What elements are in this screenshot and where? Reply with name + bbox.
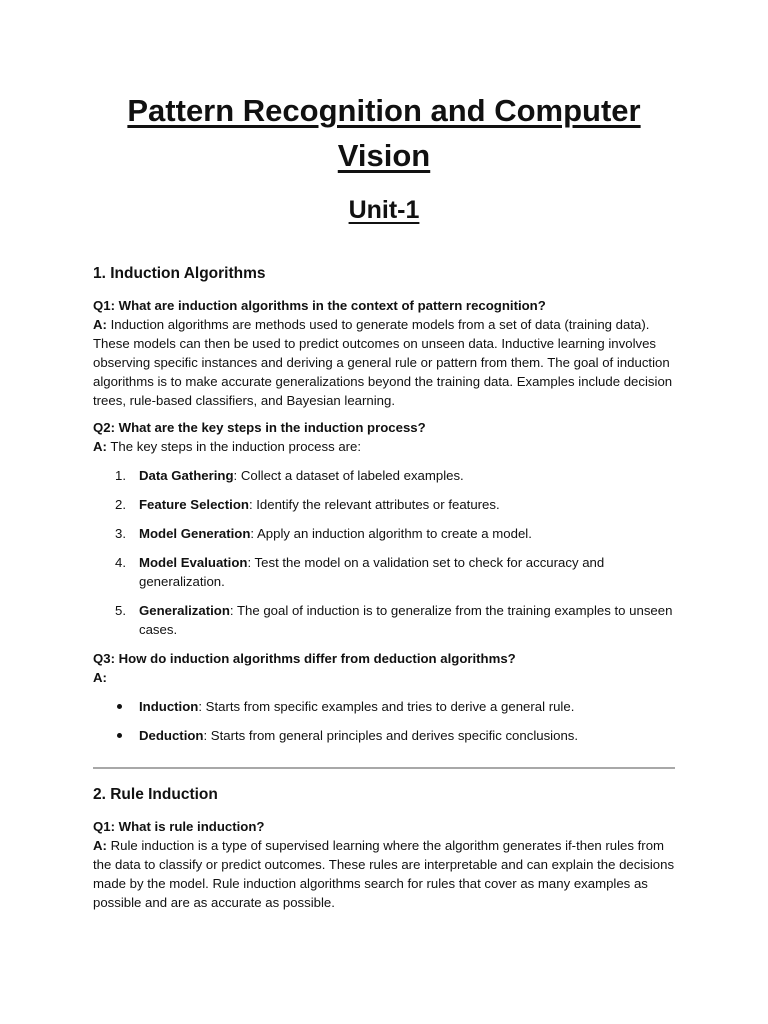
list-number: 5. [115, 603, 126, 618]
list-term: Data Gathering [139, 468, 234, 483]
list-text: : Apply an induction algorithm to create a model. [250, 526, 532, 541]
list-text: : The goal of induction is to generalize from the training examples to unseen cases. [139, 603, 673, 637]
document-title: Pattern Recognition and Computer Vision [127, 93, 641, 173]
list-term: Model Generation [139, 526, 251, 541]
list-number: 3. [115, 526, 126, 541]
qa-block-s1-q2 [93, 418, 675, 456]
list-item [93, 466, 675, 485]
list-number: 1. [115, 468, 126, 483]
induction-vs-deduction-list [93, 697, 675, 745]
list-text: : Identify the relevant attributes or features. [248, 497, 500, 512]
answer-label: A: [93, 670, 107, 685]
induction-steps-list [93, 466, 675, 639]
answer-text: The key steps in the induction process are: [106, 439, 362, 454]
list-text: : Starts from general principles and derives specific conclusions. [203, 728, 579, 743]
list-text: : Collect a dataset of labeled examples. [233, 468, 464, 483]
section-heading-rule-induction: 2. Rule Induction [93, 786, 218, 803]
list-text: : Starts from specific examples and tries to derive a general rule. [198, 699, 575, 714]
question-text: Q2: What are the key steps in the induction process? [93, 420, 426, 435]
list-item [93, 697, 675, 716]
qa-block-s1-q1 [93, 296, 675, 410]
answer-label: A: [93, 317, 107, 332]
answer-label: A: [93, 439, 107, 454]
bullet-icon [117, 704, 122, 709]
bullet-icon [117, 733, 122, 738]
list-text: : Test the model on a validation set to check for accuracy and generalization. [139, 555, 605, 589]
list-term: Feature Selection [139, 497, 249, 512]
answer-text: Induction algorithms are methods used to generate models from a set of data (training data). These models can then be used to predict outcomes on unseen data. Inductive learning involves observing specific instances and deriving a general rule or pattern from them. The goal of induction algorithms is to make accurate generalizations beyond the training data. Examples include decision trees, rule-based classifiers, and Bayesian learning. [93, 317, 673, 408]
list-item [93, 601, 675, 639]
list-term: Deduction [139, 728, 204, 743]
list-number: 4. [115, 555, 126, 570]
unit-heading: Unit-1 [348, 196, 420, 224]
section-heading-induction-algorithms: 1. Induction Algorithms [93, 265, 266, 282]
answer-text: Rule induction is a type of supervised learning where the algorithm generates if-then rules from the data to classify or predict outcomes. These rules are interpretable and can explain the decisions made by the model. Rule induction algorithms search for rules that cover as many examples as possible and are as accurate as possible. [93, 838, 675, 910]
list-term: Induction [139, 699, 199, 714]
qa-block-s2-q1 [93, 817, 675, 912]
section-divider [93, 767, 675, 769]
question-text: Q1: What is rule induction? [93, 819, 265, 834]
list-item [93, 495, 675, 514]
answer-label: A: [93, 838, 107, 853]
question-text: Q1: What are induction algorithms in the context of pattern recognition? [93, 298, 546, 313]
list-term: Generalization [139, 603, 230, 618]
list-item [93, 726, 675, 745]
list-term: Model Evaluation [139, 555, 248, 570]
qa-block-s1-q3 [93, 649, 675, 687]
list-item [93, 524, 675, 543]
list-number: 2. [115, 497, 126, 512]
list-item [93, 553, 675, 591]
question-text: Q3: How do induction algorithms differ from deduction algorithms? [93, 651, 516, 666]
